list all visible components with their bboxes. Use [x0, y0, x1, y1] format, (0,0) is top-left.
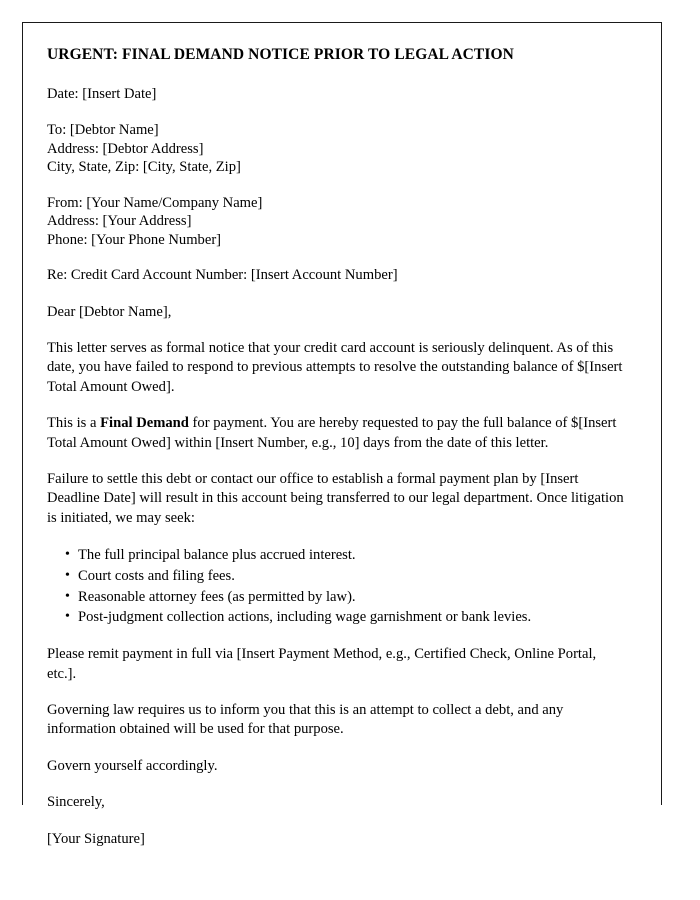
body-paragraph-6: Govern yourself accordingly.	[47, 757, 218, 774]
body-paragraph-1: This letter serves as formal notice that your credit card account is seriously delinquent. As of this date, you have failed to respond to previous attempts to resolve the outstanding balance of $[Insert Total Amount Owed].	[47, 340, 623, 395]
sender-name-line: From: [Your Name/Company Name]	[47, 194, 263, 211]
final-demand-emphasis: Final Demand	[100, 415, 189, 432]
closing-salutation: Sincerely,	[47, 794, 105, 811]
body-paragraph-4: Please remit payment in full via [Insert Payment Method, e.g., Certified Check, Online Portal, etc.].	[47, 646, 597, 682]
sender-address-line: Address: [Your Address]	[47, 213, 192, 230]
list-item: • Reasonable attorney fees (as permitted by law).	[78, 587, 625, 608]
body-paragraph-5: Governing law requires us to inform you that this is an attempt to collect a debt, and any information obtained will be used for that purpose.	[47, 701, 564, 738]
list-item: • The full principal balance plus accrued interest.	[78, 545, 625, 566]
recipient-name-line: To: [Debtor Name]	[47, 122, 159, 138]
recipient-address-block	[47, 121, 625, 177]
document-page	[22, 22, 662, 847]
subject-line: Re: Credit Card Account Number: [Insert Account Number]	[47, 267, 398, 284]
list-item: • Post-judgment collection actions, including wage garnishment or bank levies.	[78, 607, 625, 628]
sender-address-block	[47, 194, 625, 250]
body-paragraph-2	[47, 414, 625, 453]
date-line: Date: [Insert Date]	[47, 85, 157, 102]
final-demand-prefix: This is a	[47, 415, 101, 432]
page-title: URGENT: FINAL DEMAND NOTICE PRIOR TO LEGAL ACTION	[47, 46, 514, 63]
list-item: • Court costs and filing fees.	[78, 566, 625, 587]
final-demand-suffix: for payment. You are hereby requested to pay the full balance of $[Insert Total Amount Owed] within [Insert Number, e.g., 10] days from the date of this letter.	[47, 415, 617, 451]
body-paragraph-3: Failure to settle this debt or contact our office to establish a formal payment plan by [Insert Deadline Date] will result in this account being transferred to our legal department. Once litigation is initiated, we may seek:	[47, 471, 624, 526]
legal-remedies-list	[47, 545, 625, 628]
recipient-address-line: Address: [Debtor Address]	[47, 140, 204, 157]
salutation: Dear [Debtor Name],	[47, 303, 172, 320]
signature-line: [Your Signature]	[47, 830, 145, 847]
recipient-city-state-zip-line: City, State, Zip: [City, State, Zip]	[47, 159, 241, 176]
document-body	[23, 23, 661, 849]
sender-phone-line: Phone: [Your Phone Number]	[47, 231, 222, 248]
